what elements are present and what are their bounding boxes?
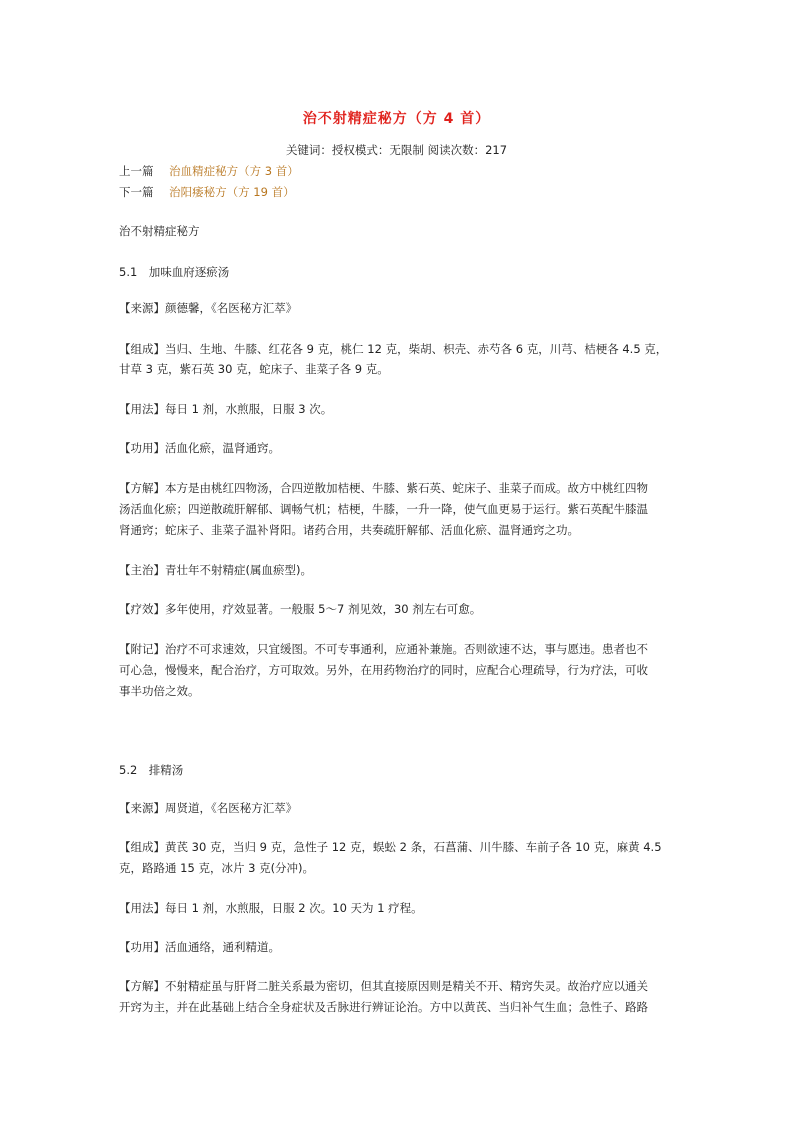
subsection-heading: 5.1 加味血府逐瘀汤: [119, 265, 230, 279]
efficacy-line: 【疗效】多年使用，疗效显著。一般服 5～7 剂见效，30 剂左右可愈。: [119, 602, 482, 616]
page-title: 治不射精症秘方（方 4 首）: [302, 111, 491, 127]
composition-line: 甘草 3 克，紫石英 30 克，蛇床子、韭菜子各 9 克。: [119, 362, 389, 376]
usage-line: 【用法】每日 1 剂，水煎服，日服 2 次。10 天为 1 疗程。: [119, 901, 423, 915]
next-article-link[interactable]: 治阳痿秘方（方 19 首）: [169, 185, 295, 199]
usage-line: 【用法】每日 1 剂，水煎服，日服 3 次。: [119, 402, 333, 416]
note-line: 【附记】治疗不可求速效，只宜缓图。不可专事通利，应通补兼施。否则欲速不达，事与愿违。患者也不: [119, 642, 648, 656]
composition-line: 克，路路通 15 克，冰片 3 克(分冲)。: [119, 861, 315, 875]
subsection-heading: 5.2 排精汤: [119, 763, 184, 777]
composition-line: 【组成】黄芪 30 克，当归 9 克，急性子 12 克，蜈蚣 2 条，石菖蒲、川牛膝、车前子各 10 克，麻黄 4.5: [119, 840, 662, 854]
indication-line: 【主治】青壮年不射精症(属血瘀型)。: [119, 563, 312, 577]
analysis-line: 【方解】不射精症虽与肝肾二脏关系最为密切，但其直接原因则是精关不开、精窍失灵。故治疗应以通关: [119, 979, 648, 993]
note-line: 事半功倍之效。: [119, 684, 200, 698]
source-line: 【来源】周贤道，《名医秘方汇萃》: [119, 801, 298, 815]
composition-line: 【组成】当归、生地、牛膝、红花各 9 克，桃仁 12 克，柴胡、枳壳、赤芍各 6 克，川芎、桔梗各 4.5 克，: [119, 342, 668, 356]
section-heading: 治不射精症秘方: [119, 224, 200, 238]
note-line: 可心急，慢慢来，配合治疗，方可取效。另外，在用药物治疗的同时，应配合心理疏导，行为疗法，可收: [119, 663, 648, 677]
analysis-line: 汤活血化瘀；四逆散疏肝解郁、调畅气机；桔梗，牛膝，一升一降，使气血更易于运行。紫石英配牛膝温: [119, 502, 648, 516]
analysis-line: 【方解】本方是由桃红四物汤，合四逆散加桔梗、牛膝、紫石英、蛇床子、韭菜子而成。故方中桃红四物: [119, 481, 648, 495]
analysis-line: 肾通窍；蛇床子、韭菜子温补肾阳。诸药合用，共奏疏肝解郁、活血化瘀、温肾通窍之功。: [119, 523, 579, 537]
function-line: 【功用】活血通络，通利精道。: [119, 940, 280, 954]
prev-article-nav: [119, 163, 299, 179]
next-article-nav: [119, 184, 295, 200]
article-meta: 关键词：授权模式：无限制 阅读次数：217: [285, 143, 508, 157]
source-line: 【来源】颜德馨，《名医秘方汇萃》: [119, 301, 298, 315]
prev-article-link[interactable]: 治血精症秘方（方 3 首）: [169, 164, 299, 178]
prev-label: 上一篇: [119, 164, 154, 178]
next-label: 下一篇: [119, 185, 154, 199]
function-line: 【功用】活血化瘀，温肾通窍。: [119, 441, 280, 455]
analysis-line: 开窍为主，并在此基础上结合全身症状及舌脉进行辨证论治。方中以黄芪、当归补气生血；急性子、路路: [119, 1000, 648, 1014]
